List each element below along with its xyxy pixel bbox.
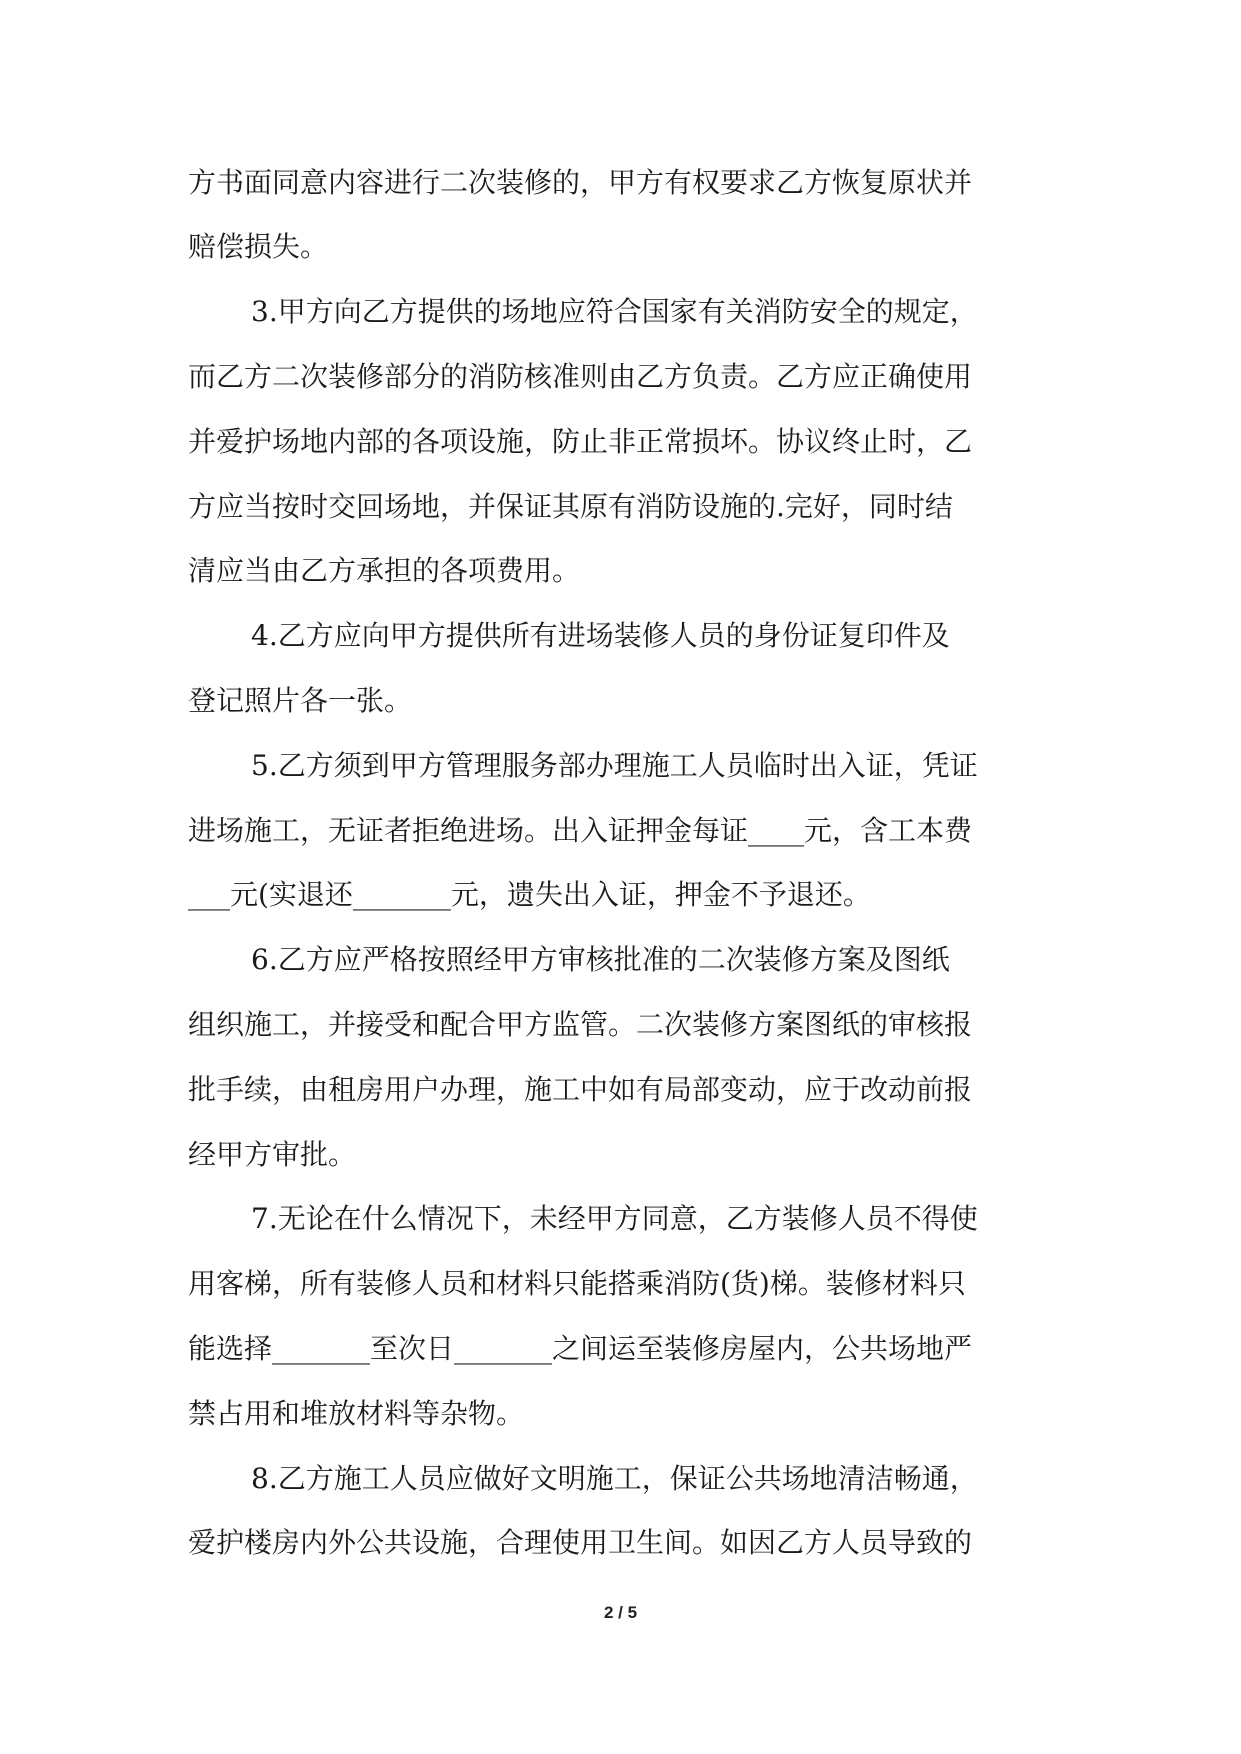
text-line: 方书面同意内容进行二次装修的，甲方有权要求乙方恢复原状并 — [188, 166, 973, 199]
text-line: 登记照片各一张。 — [188, 684, 413, 717]
text-line: 组织施工，并接受和配合甲方监管。二次装修方案图纸的审核报 — [188, 1008, 973, 1041]
text-line: 赔偿损失。 — [188, 230, 329, 263]
text-line: 清应当由乙方承担的各项费用。 — [188, 554, 581, 587]
text-line: 8.乙方施工人员应做好文明施工，保证公共场地清洁畅通， — [251, 1462, 978, 1495]
text-line: 并爱护场地内部的各项设施，防止非正常损坏。协议终止时，乙 — [188, 425, 973, 458]
text-line: ___元(实退还_______元，遗失出入证，押金不予退还。 — [188, 878, 871, 911]
text-line: 4.乙方应向甲方提供所有进场装修人员的身份证复印件及 — [251, 619, 950, 652]
text-line: 禁占用和堆放材料等杂物。 — [188, 1397, 525, 1430]
text-line: 6.乙方应严格按照经甲方审核批准的二次装修方案及图纸 — [251, 943, 950, 976]
text-line: 进场施工，无证者拒绝进场。出入证押金每证____元，含工本费 — [188, 814, 973, 847]
text-line: 3.甲方向乙方提供的场地应符合国家有关消防安全的规定， — [251, 295, 978, 328]
text-line: 5.乙方须到甲方管理服务部办理施工人员临时出入证，凭证 — [251, 749, 978, 782]
text-line: 能选择_______至次日_______之间运至装修房屋内，公共场地严 — [188, 1332, 973, 1365]
text-line: 7.无论在什么情况下，未经甲方同意，乙方装修人员不得使 — [251, 1202, 978, 1235]
text-line: 用客梯，所有装修人员和材料只能搭乘消防(货)梯。装修材料只 — [188, 1267, 966, 1300]
text-line: 爱护楼房内外公共设施，合理使用卫生间。如因乙方人员导致的 — [188, 1526, 973, 1559]
text-line: 而乙方二次装修部分的消防核准则由乙方负责。乙方应正确使用 — [188, 360, 973, 393]
text-line: 经甲方审批。 — [188, 1138, 357, 1171]
page-number: 2 / 5 — [603, 1603, 638, 1622]
text-line: 方应当按时交回场地，并保证其原有消防设施的.完好，同时结 — [188, 490, 953, 523]
text-line: 批手续，由租房用户办理，施工中如有局部变动，应于改动前报 — [188, 1073, 973, 1106]
